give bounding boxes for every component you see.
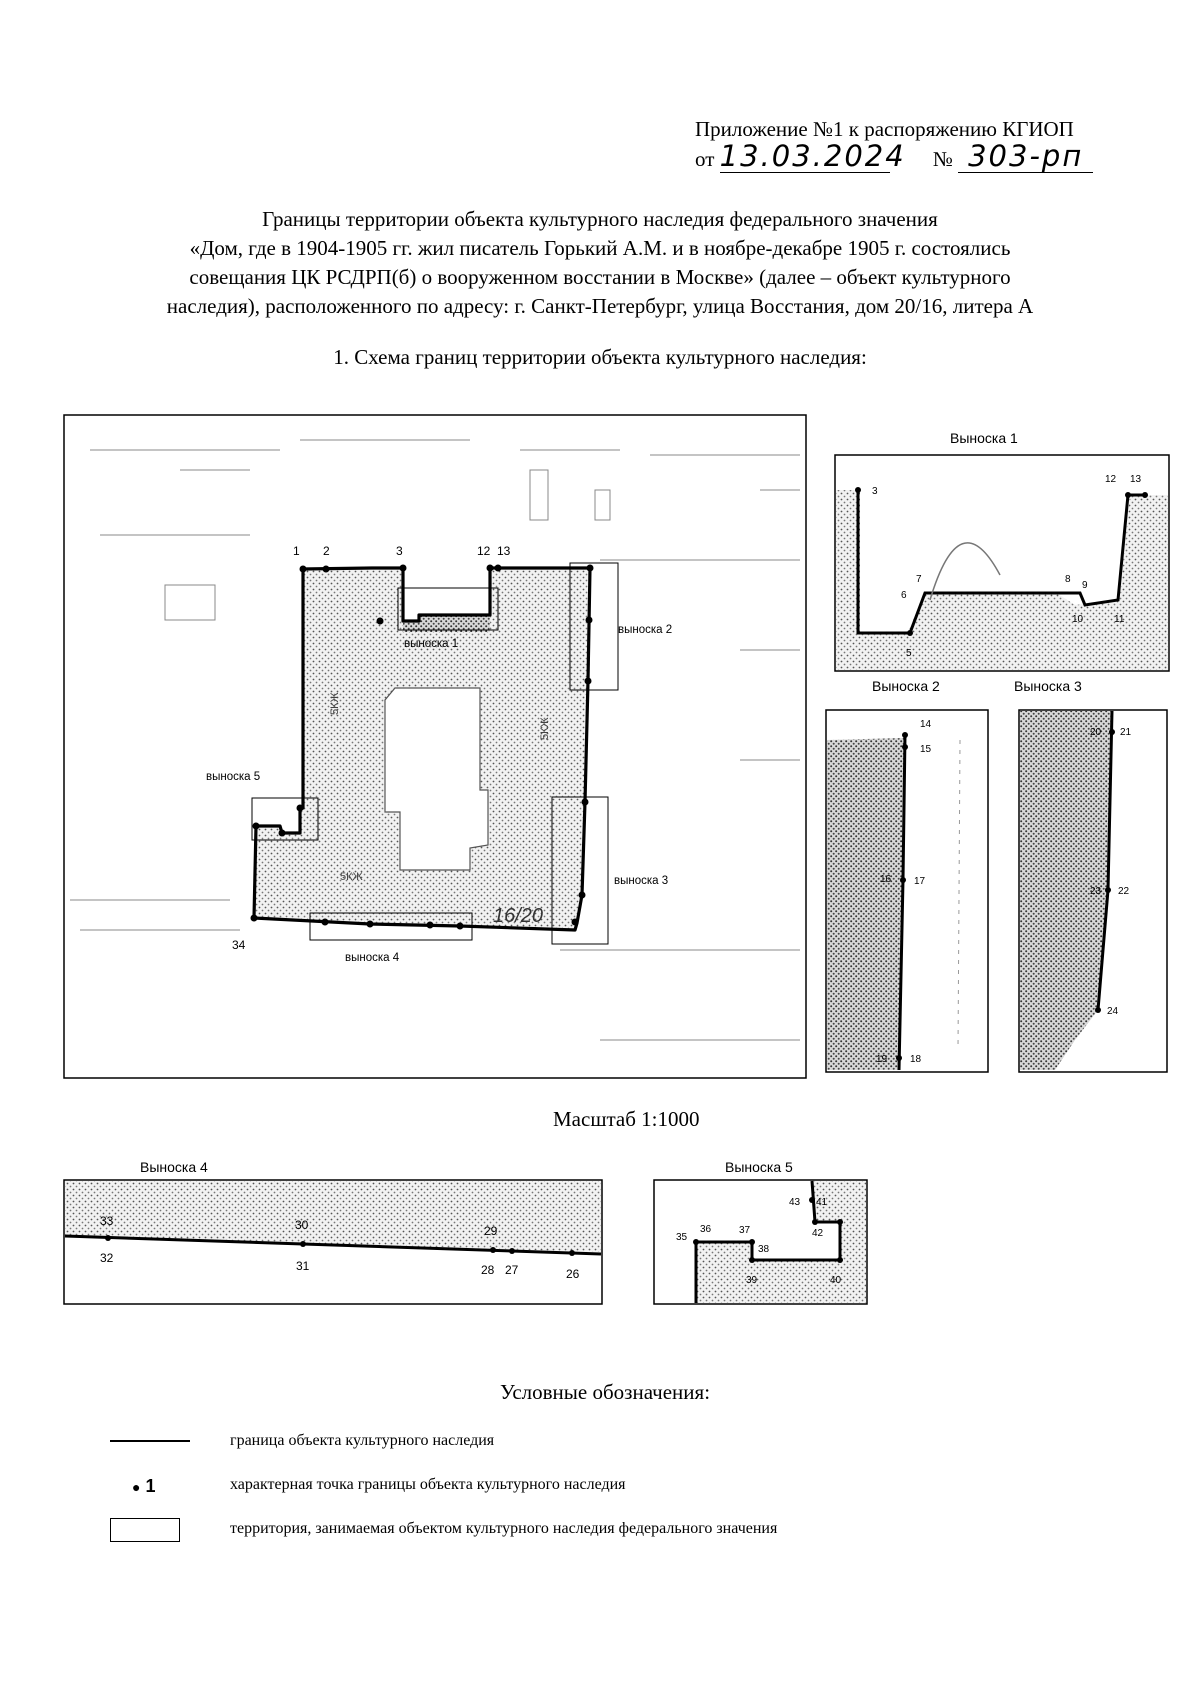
main-point-34: 34 [232,938,246,952]
i4-point-27: 27 [505,1263,519,1277]
i5-point-41: 41 [816,1197,828,1208]
svg-text:5КЖ: 5КЖ [539,717,551,740]
i3-point-21: 21 [1120,727,1132,738]
i4-point-29: 29 [484,1224,498,1238]
i2-point-16: 16 [880,874,892,885]
inset-5-title: Выноска 5 [725,1159,793,1175]
i5-point-43: 43 [789,1197,801,1208]
svg-text:5КЖ: 5КЖ [340,871,363,883]
i4-point-33: 33 [100,1214,114,1228]
inset-1 [835,430,1169,671]
legend-boundary-text: граница объекта культурного наследия [230,1432,495,1449]
heading-line-1: Границы территории объекта культурного наследия федерального значения [262,207,938,231]
boundary-line-symbol [110,1440,190,1442]
i4-point-28: 28 [481,1263,495,1277]
i3-point-22: 22 [1118,886,1130,897]
i5-point-40: 40 [830,1275,842,1286]
i2-point-19: 19 [876,1054,888,1065]
legend-row-territory [110,1518,1010,1546]
legend-row-point [110,1476,1010,1500]
i4-point-26: 26 [566,1267,580,1281]
i4-point-30: 30 [295,1218,309,1232]
territory-symbol [110,1518,180,1542]
i1-point-13: 13 [1130,474,1142,485]
section-1-title: 1. Схема границ территории объекта культурного наследия: [333,345,867,369]
i1-point-12: 12 [1105,474,1117,485]
courtyard [385,688,488,870]
point-symbol: ● 1 [132,1476,156,1496]
main-point-2: 2 [323,544,330,558]
callout-2-label: выноска 2 [618,624,673,636]
i1-point-5: 5 [906,648,912,659]
i5-point-39: 39 [746,1275,758,1286]
house-number: 16/20 [493,905,544,927]
main-point-12: 12 [477,544,491,558]
callout-1-label: выноска 1 [404,638,459,650]
heading-line-4: наследия), расположенного по адресу: г. Санкт-Петербург, улица Восстания, дом 20/16, литера А [166,294,1034,318]
i5-point-36: 36 [700,1224,712,1235]
i1-point-9: 9 [1082,580,1088,591]
inset-2-territory [827,738,905,1070]
main-point-3: 3 [396,544,403,558]
i3-point-20: 20 [1090,727,1102,738]
i5-point-42: 42 [812,1228,824,1239]
inset-3-title: Выноска 3 [1014,678,1082,694]
i2-point-18: 18 [910,1054,922,1065]
inset-1-title: Выноска 1 [950,430,1018,446]
i2-point-14: 14 [920,719,932,730]
i3-point-24: 24 [1107,1006,1119,1017]
main-point-1: 1 [293,544,300,558]
inset-2-title: Выноска 2 [872,678,940,694]
legend-point-text: характерная точка границы объекта культурного наследия [230,1476,626,1493]
inset-2 [826,678,988,1072]
legend-territory-text: территория, занимаемая объектом культурного наследия федерального значения [230,1520,778,1537]
from-label: от [695,147,715,171]
i1-point-3: 3 [872,486,878,497]
i4-point-31: 31 [296,1259,310,1273]
appendix-title: Приложение №1 к распоряжению КГИОП [695,117,1074,141]
inset-4-title: Выноска 4 [140,1159,208,1175]
number-label: № [932,147,953,171]
order-date: 13.03.2024 [719,139,906,173]
order-number: 303-рп [968,139,1084,173]
i1-point-8: 8 [1065,574,1071,585]
i2-point-17: 17 [914,876,926,887]
callout-4-label: выноска 4 [345,952,400,964]
i3-point-23: 23 [1090,886,1102,897]
i1-point-6: 6 [901,590,907,601]
callout-3-label: выноска 3 [614,875,669,887]
scale-label: Масштаб 1:1000 [553,1107,700,1131]
i5-point-35: 35 [676,1232,688,1243]
i4-point-32: 32 [100,1251,114,1265]
main-point-13: 13 [497,544,511,558]
svg-text:5КЖ: 5КЖ [329,692,341,715]
heading-line-2: «Дом, где в 1904-1905 гг. жил писатель Горький А.М. и в ноябре-декабре 1905 г. состоялись [189,236,1011,260]
heading-line-3: совещания ЦК РСДРП(б) о вооруженном восстании в Москве» (далее – объект культурного [189,265,1011,289]
point-symbol-label: 1 [145,1476,156,1496]
main-map [64,415,806,1078]
i5-point-38: 38 [758,1244,770,1255]
i1-point-7: 7 [916,574,922,585]
legend-title: Условные обозначения: [500,1380,711,1404]
inset-4 [64,1159,602,1304]
i1-point-10: 10 [1072,614,1084,625]
inset-5 [654,1159,867,1304]
i2-point-15: 15 [920,744,932,755]
i5-point-37: 37 [739,1225,751,1236]
callout-5-label: выноска 5 [206,771,261,783]
i1-point-11: 11 [1114,614,1125,625]
legend-row-boundary [110,1432,1010,1456]
inset-3 [1014,678,1167,1072]
